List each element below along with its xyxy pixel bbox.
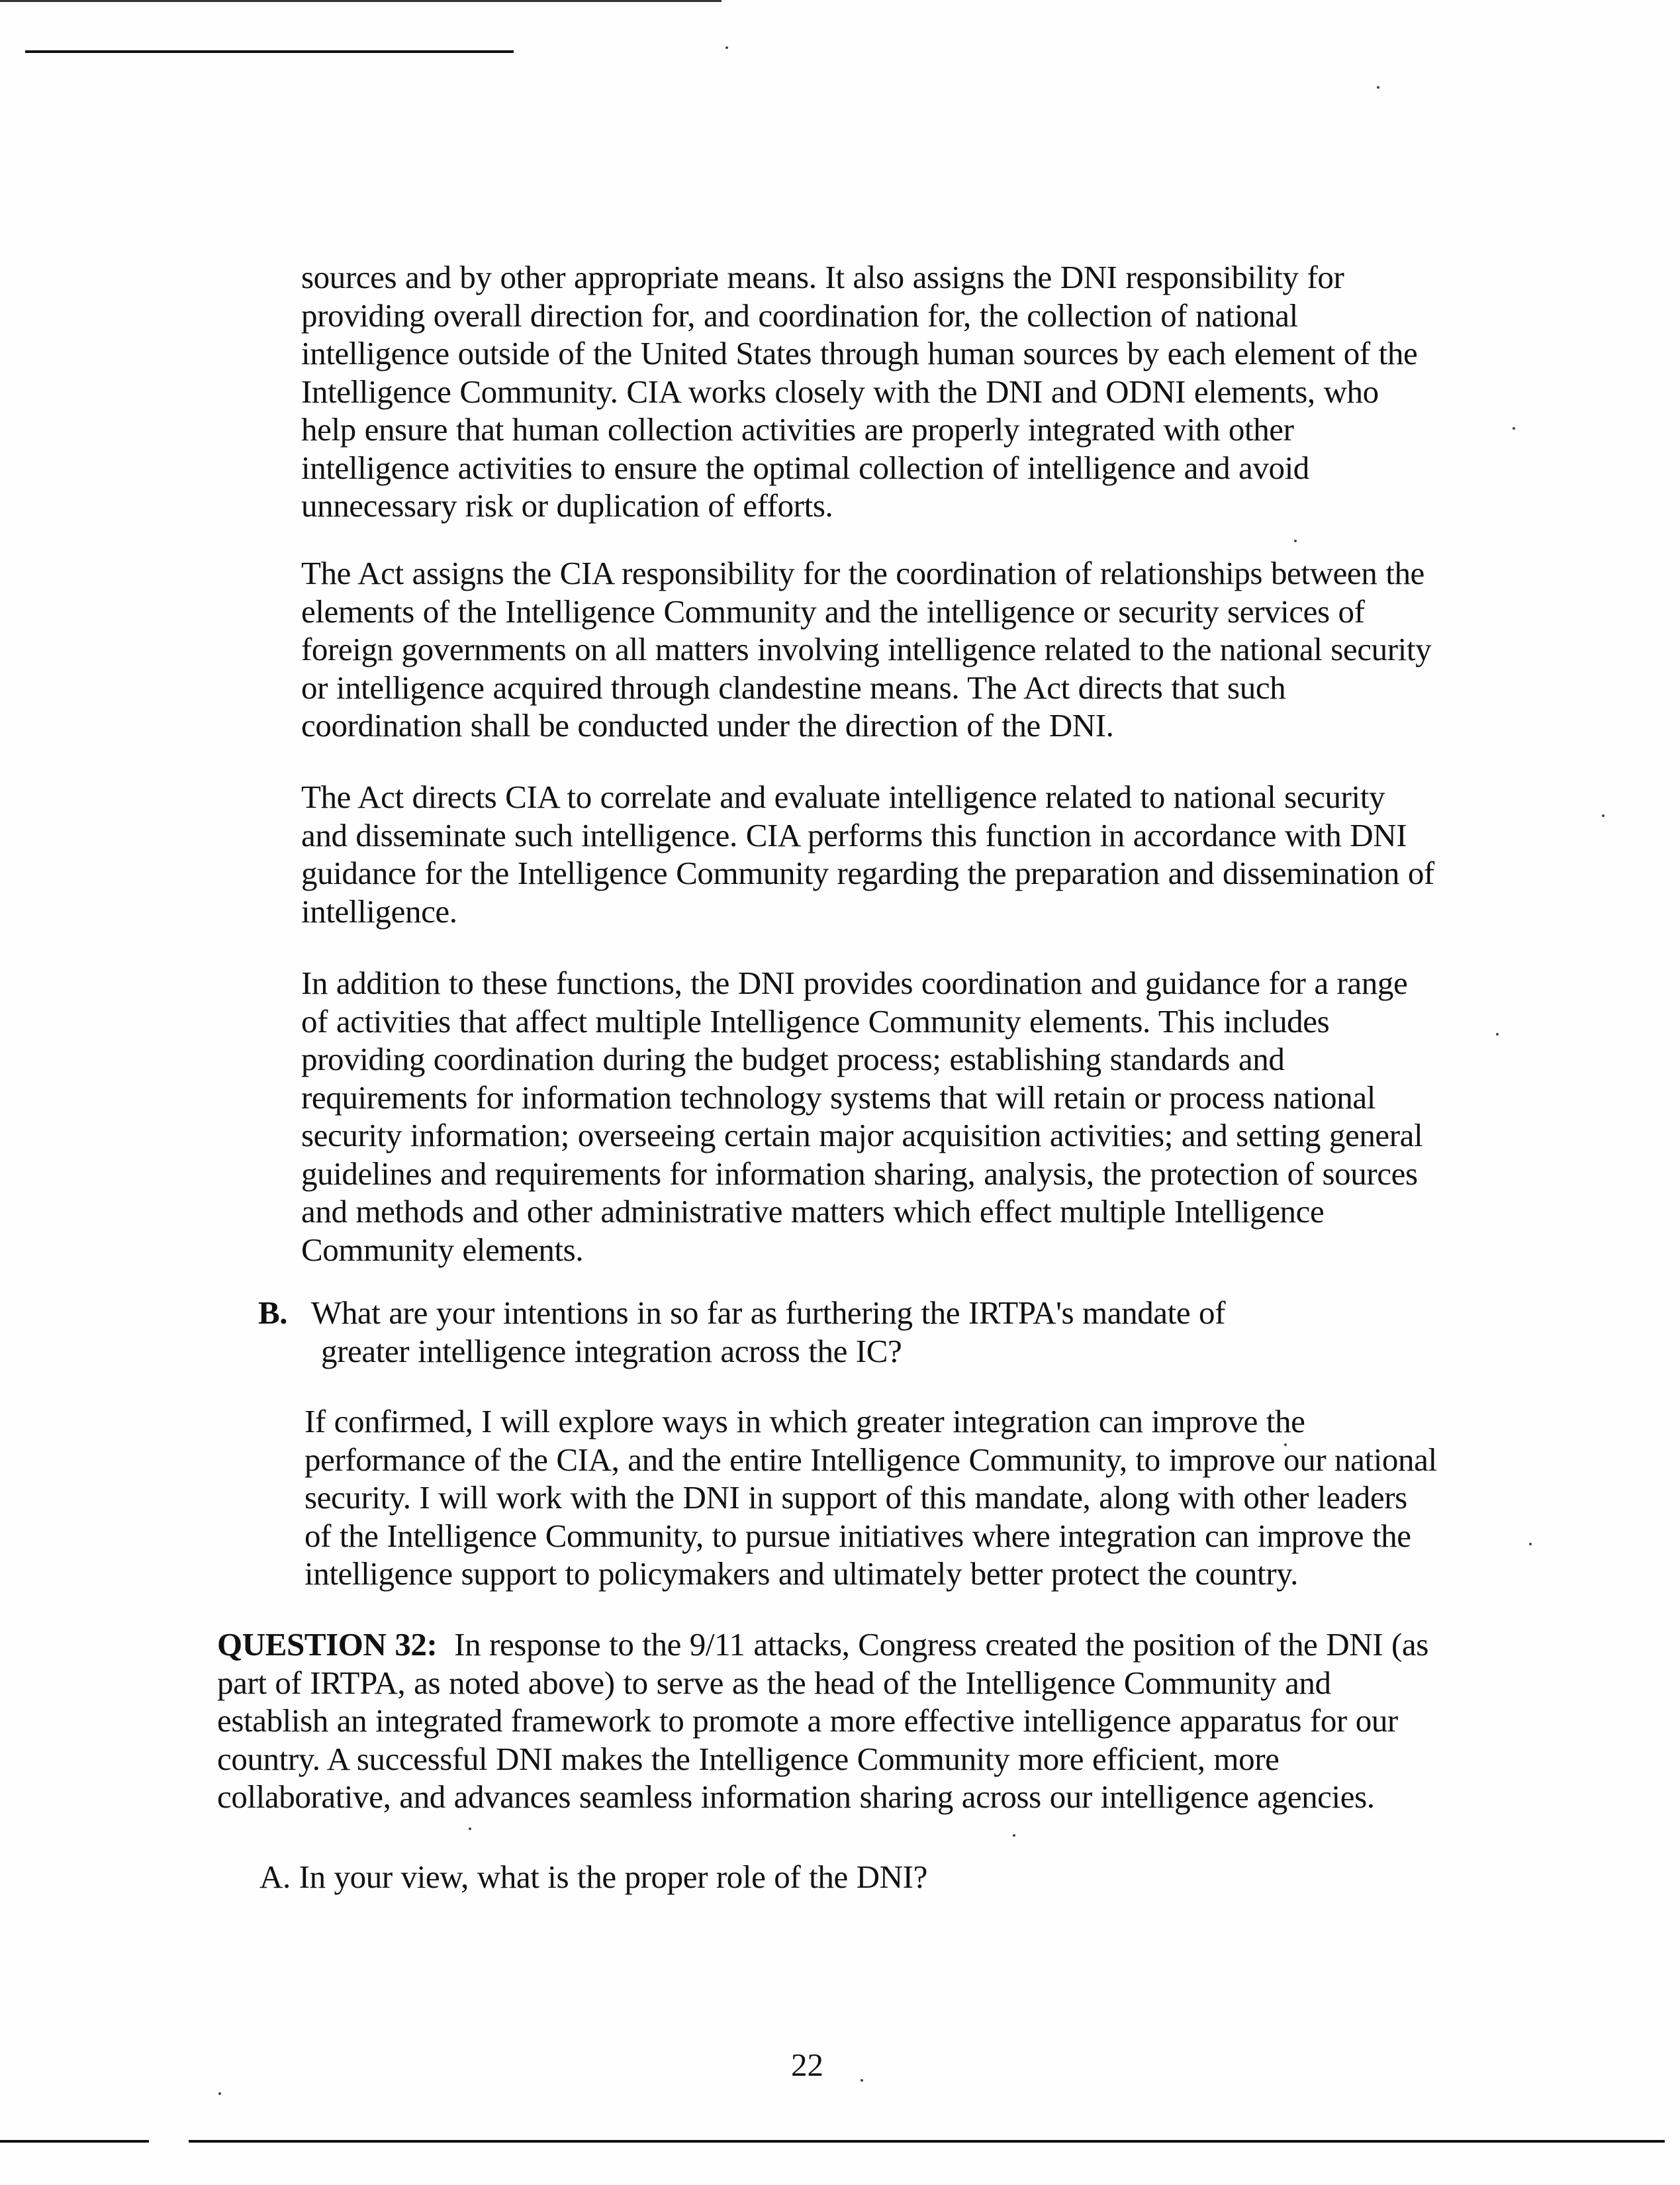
scan-speck: [861, 2079, 863, 2082]
text-line: providing coordination during the budget process; establishing standards and: [301, 1041, 1285, 1077]
question-32: [217, 1626, 1468, 1816]
text-line: of the Intelligence Community, to pursue initiatives where integration can improve the: [304, 1517, 1411, 1554]
bottom-main-rule: [189, 2140, 1665, 2143]
text-line: intelligence.: [301, 893, 457, 930]
bottom-left-rule: [0, 2140, 149, 2143]
paragraph-correlate-evaluate: [301, 778, 1466, 930]
question-b: [258, 1294, 1450, 1370]
scan-speck: [1602, 814, 1605, 817]
text-line: foreign governments on all matters involving intelligence related to the national security: [301, 631, 1432, 667]
text-line: intelligence support to policymakers and ultimately better protect the country.: [304, 1555, 1298, 1592]
question-b-text-cont: greater intelligence integration across the IC?: [321, 1332, 902, 1369]
paragraph-human-sources: [301, 258, 1466, 525]
question-a: [259, 1858, 1319, 1896]
scan-speck: [1377, 86, 1379, 89]
text-line: or intelligence acquired through clandestine means. The Act directs that such: [301, 669, 1286, 706]
text-line: establish an integrated framework to promote a more effective intelligence apparatus for our: [217, 1702, 1398, 1739]
text-line: intelligence outside of the United States through human sources by each element of the: [301, 335, 1418, 371]
text-line: intelligence activities to ensure the optimal collection of intelligence and avoid: [301, 449, 1309, 486]
text-line: Community elements.: [301, 1231, 584, 1268]
scan-speck: [218, 2092, 221, 2095]
text-line: help ensure that human collection activities are properly integrated with other: [301, 411, 1294, 448]
text-line: part of IRTPA, as noted above) to serve as the head of the Intelligence Community and: [217, 1664, 1331, 1701]
question-b-line: [258, 1294, 1450, 1332]
scan-speck: [1013, 1834, 1015, 1837]
question-a-text: A. In your view, what is the proper role of the DNI?: [259, 1859, 927, 1895]
scan-speck: [725, 46, 728, 49]
text-line: security. I will work with the DNI in support of this mandate, along with other leaders: [304, 1479, 1407, 1516]
question-32-first-line: [217, 1626, 1468, 1664]
text-line: and disseminate such intelligence. CIA performs this function in accordance with DNI: [301, 816, 1407, 853]
scan-speck: [1496, 1033, 1499, 1036]
text-line: providing overall direction for, and coordination for, the collection of national: [301, 297, 1298, 334]
text-line: If confirmed, I will explore ways in which greater integration can improve the: [304, 1403, 1305, 1439]
top-edge-rule: [0, 0, 722, 2]
paragraph-dni-functions: [301, 964, 1466, 1269]
scan-speck: [469, 1827, 471, 1830]
text-line: The Act directs CIA to correlate and evaluate intelligence related to national security: [301, 779, 1385, 815]
text-line: In addition to these functions, the DNI provides coordination and guidance for a range: [301, 965, 1408, 1001]
question-32-number: QUESTION 32:: [217, 1626, 438, 1663]
text-line: guidance for the Intelligence Community regarding the preparation and dissemination of: [301, 855, 1434, 891]
text-line: security information; overseeing certain major acquisition activities; and setting general: [301, 1117, 1423, 1153]
text-line: requirements for information technology systems that will retain or process national: [301, 1079, 1376, 1116]
text-line: Intelligence Community. CIA works closely with the DNI and ODNI elements, who: [301, 373, 1379, 410]
scan-speck: [1513, 427, 1515, 430]
page-number: 22: [791, 2047, 823, 2083]
text-line: guidelines and requirements for information sharing, analysis, the protection of sources: [301, 1155, 1418, 1192]
answer-b: [304, 1402, 1470, 1593]
question-b-text: What are your intentions in so far as furthering the IRTPA's mandate of: [310, 1294, 1226, 1331]
text-line: country. A successful DNI makes the Intelligence Community more efficient, more: [217, 1740, 1280, 1777]
text-line: performance of the CIA, and the entire Intelligence Community, to improve our national: [304, 1441, 1437, 1478]
text-line: The Act assigns the CIA responsibility for the coordination of relationships between the: [301, 555, 1424, 591]
top-left-rule: [25, 50, 514, 53]
text-line: sources and by other appropriate means. It also assigns the DNI responsibility for: [301, 259, 1344, 295]
text-line: collaborative, and advances seamless information sharing across our intelligence agencies.: [217, 1778, 1375, 1815]
text-line: and methods and other administrative matters which effect multiple Intelligence: [301, 1193, 1325, 1230]
paragraph-foreign-coordination: [301, 554, 1466, 745]
text-line: of activities that affect multiple Intelligence Community elements. This includes: [301, 1002, 1330, 1040]
text-line: coordination shall be conducted under the direction of the DNI.: [301, 707, 1114, 744]
question-32-text: In response to the 9/11 attacks, Congress created the position of the DNI (as: [454, 1626, 1428, 1663]
text-line: unnecessary risk or duplication of efforts.: [301, 487, 833, 524]
text-line: elements of the Intelligence Community and the intelligence or security services of: [301, 593, 1365, 630]
question-b-label: B.: [258, 1294, 288, 1331]
scan-speck: [1529, 1543, 1532, 1545]
scan-speck: [1294, 540, 1297, 542]
